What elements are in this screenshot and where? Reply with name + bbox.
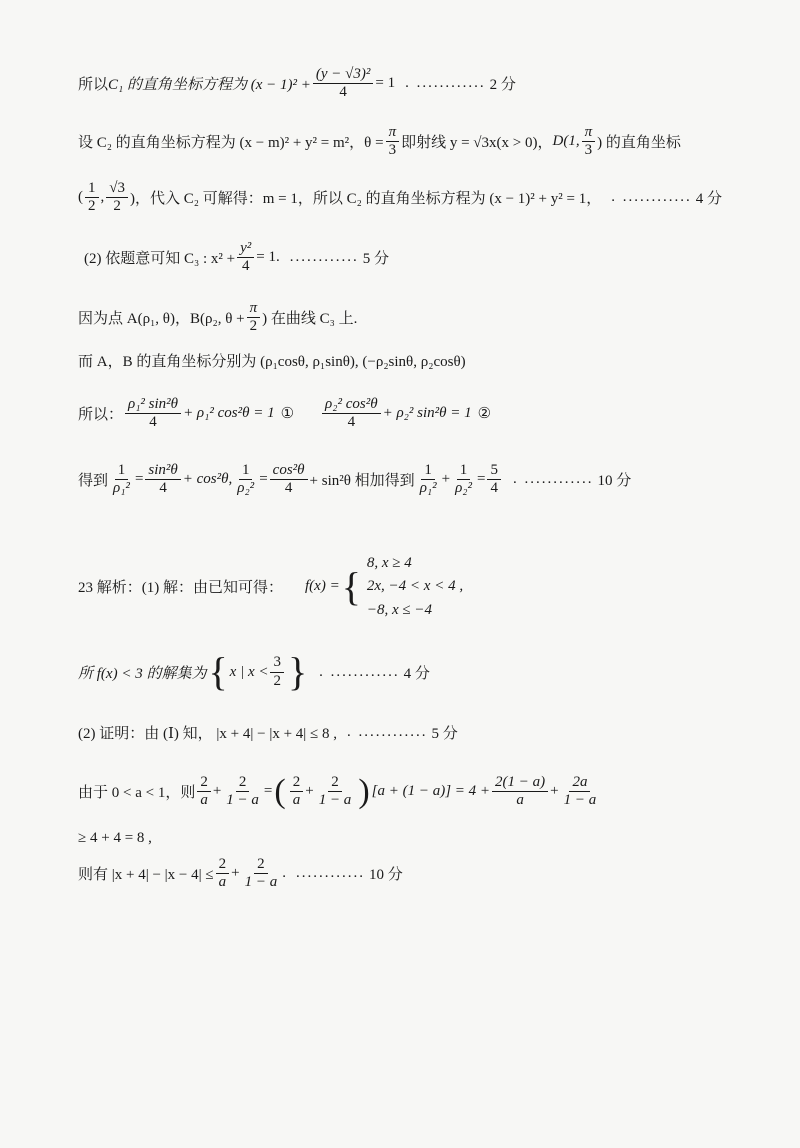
paren: ( (274, 772, 286, 810)
text: ≥ 4 + 4 = 8 , (78, 830, 152, 846)
text: ) 的直角坐标 (597, 135, 681, 152)
numerator: ρ₁² sin²θ (125, 396, 181, 414)
leader-dots: ............ (289, 249, 359, 266)
numerator: π (582, 124, 596, 142)
fraction (106, 180, 128, 216)
fraction (487, 462, 501, 498)
line-sum-result (78, 462, 631, 498)
math: + (550, 783, 559, 800)
numerator: 1 (85, 180, 99, 198)
numerator: 2 (254, 856, 268, 874)
denominator: ρ₂² (455, 480, 472, 497)
numerator: 2 (328, 774, 342, 792)
numerator: √3 (106, 180, 128, 198)
line-c2-result (78, 180, 722, 216)
text: ) 在曲线 C₃ 上. (262, 311, 358, 328)
text: 得到 (78, 473, 109, 490)
numerator: sin²θ (145, 462, 180, 480)
numerator: 5 (487, 462, 501, 480)
text: + sin²θ 相加得到 (309, 473, 415, 490)
line-inequality-expansion (78, 774, 601, 810)
line-bound (78, 830, 152, 847)
equation-marker: ② (477, 406, 492, 423)
math: + (212, 783, 222, 800)
fraction (110, 462, 133, 498)
leader-dots: . ............ (512, 471, 594, 488)
fraction (492, 774, 548, 810)
line-c1-equation (78, 66, 516, 102)
numerator: 2a (569, 774, 590, 792)
score-label: 4 分 (695, 191, 722, 208)
line-solution-set (78, 649, 430, 694)
denominator: 2 (249, 318, 258, 335)
denominator: ρ₁² (419, 480, 437, 497)
fraction (386, 124, 400, 160)
text: 设 C₂ 的直角坐标方程为 (x − m)² + y² = m²，θ = (78, 135, 384, 152)
numerator: 1 (421, 462, 435, 480)
numerator: π (386, 124, 400, 142)
denominator: 4 (159, 480, 167, 497)
score-label: 10 分 (368, 867, 403, 884)
fraction (561, 774, 600, 810)
fraction (247, 300, 261, 336)
paren: ) (358, 772, 370, 810)
equation-marker: ① (280, 406, 295, 423)
fraction (270, 462, 308, 498)
fraction (322, 396, 381, 432)
line-conclusion (78, 856, 403, 892)
numerator: 2(1 − a) (492, 774, 548, 792)
numerator: 2 (216, 856, 230, 874)
math: D(1, (552, 133, 580, 150)
math: + cos²θ, (182, 471, 233, 488)
denominator: 1 − a (244, 874, 278, 891)
numerator: 1 (239, 462, 253, 480)
denominator: 3 (584, 142, 593, 159)
denominator: a (200, 792, 208, 809)
numerator: (y − √3)² (313, 66, 374, 84)
fraction (234, 462, 257, 498)
leader-dots: . ............ (319, 663, 400, 680)
score-label: 2 分 (489, 77, 516, 94)
denominator: 4 (149, 414, 157, 431)
denominator: ρ₁² (113, 480, 130, 497)
text: (2) 依题意可知 C₃ : x² + (84, 251, 236, 268)
math: = 1 (375, 75, 396, 92)
math: = (259, 471, 268, 488)
text: 而 A，B 的直角坐标分别为 (ρ₁cosθ, ρ₁sinθ), (−ρ₂sinθ, ρ₂cosθ) (78, 354, 466, 370)
line-c3-equation (84, 240, 389, 276)
denominator: 1 − a (226, 792, 259, 809)
case: −8, x ≤ −4 (366, 601, 433, 618)
fraction (417, 462, 440, 498)
fraction (197, 774, 211, 810)
text: 由于 0 < a < 1，则 (78, 785, 196, 802)
denominator: 1 − a (563, 792, 597, 809)
math: , (100, 189, 105, 206)
text: 所以 (78, 77, 109, 94)
line-proof-start (78, 722, 458, 743)
text: 即射线 y = √3x(x > 0)， (401, 135, 553, 152)
set-brace-close: } (287, 649, 308, 694)
denominator: 2 (273, 672, 281, 689)
text: 所 f(x) < 3 的解集为 (78, 665, 207, 682)
fraction (582, 124, 596, 160)
math: + ρ₁² cos²θ = 1 (183, 405, 275, 422)
text: 所以： (78, 407, 124, 424)
text: 则有 |x + 4| − |x − 4| ≤ (78, 867, 214, 884)
fraction (316, 774, 355, 810)
math: ( (78, 189, 83, 206)
numerator: 1 (457, 462, 471, 480)
math: + ρ₂² sin²θ = 1 (382, 405, 472, 422)
line-23-piecewise (78, 552, 463, 622)
piecewise-cases (367, 552, 463, 622)
set-brace-open: { (208, 649, 228, 694)
math: . (282, 865, 286, 882)
math: + (231, 865, 240, 882)
score-label: 5 分 (362, 251, 389, 268)
fraction (216, 856, 230, 892)
line-c2-setup (78, 124, 681, 160)
leader-dots: . ............ (405, 75, 486, 92)
math: + (305, 783, 314, 800)
numerator: π (247, 300, 261, 318)
fraction (313, 66, 374, 102)
fraction (237, 240, 254, 276)
denominator: 3 (388, 142, 397, 159)
math: + (441, 471, 451, 488)
denominator: 2 (88, 198, 96, 215)
denominator: 1 − a (318, 792, 352, 809)
case: 2x, −4 < x < 4 , (366, 578, 464, 595)
numerator: cos²θ (270, 462, 308, 480)
fraction (125, 396, 181, 432)
numerator: y² (237, 240, 254, 258)
score-label: 10 分 (597, 473, 632, 490)
score-label: 4 分 (403, 665, 430, 682)
numerator: 2 (197, 774, 211, 792)
fraction (452, 462, 475, 498)
score-label: 5 分 (431, 726, 458, 742)
math: = 1. (256, 249, 280, 266)
numerator: 1 (115, 462, 129, 480)
fraction (223, 774, 262, 810)
fraction (270, 654, 284, 690)
denominator: ρ₂² (237, 480, 255, 497)
left-brace: { (341, 563, 361, 609)
numerator: ρ₂² cos²θ (322, 396, 381, 414)
math: f(x) = (305, 578, 340, 595)
numerator: 3 (270, 654, 284, 672)
math: [a + (1 − a)] = 4 + (371, 783, 491, 800)
text: (2) 证明：由 (Ⅰ) 知， |x + 4| − |x + 4| ≤ 8 , (78, 726, 338, 742)
line-equations-1-2 (78, 396, 491, 432)
leader-dots: . ............ (611, 189, 692, 206)
denominator: a (516, 792, 524, 809)
text: 23 解析：(1) 解：由已知可得： (78, 580, 283, 597)
denominator: a (292, 792, 301, 809)
fraction (290, 774, 304, 810)
math: = (134, 471, 144, 488)
denominator: 4 (339, 84, 347, 101)
denominator: 4 (490, 480, 498, 497)
text: 因为点 A(ρ₁, θ)，B(ρ₂, θ + (78, 311, 245, 328)
denominator: 4 (347, 414, 356, 431)
denominator: a (218, 874, 227, 891)
math: = (263, 783, 273, 800)
denominator: 4 (241, 258, 250, 275)
line-points-on-curve (78, 300, 357, 336)
denominator: 2 (113, 198, 121, 215)
fraction (145, 462, 180, 498)
fraction (242, 856, 281, 892)
math: C₁ 的直角坐标方程为 (x − 1)² + (108, 77, 311, 94)
numerator: 2 (290, 774, 304, 792)
fraction (85, 180, 99, 216)
text: )，代入 C₂ 可解得：m = 1，所以 C₂ 的直角坐标方程为 (x − 1)² + y² = 1， (129, 191, 602, 208)
leader-dots: ............ (295, 865, 365, 882)
numerator: 2 (236, 774, 250, 792)
leader-dots: . ............ (347, 724, 428, 740)
case: 8, x ≥ 4 (366, 555, 412, 571)
math: x | x < (229, 663, 269, 680)
denominator: 4 (284, 480, 293, 497)
line-cartesian-coords (78, 350, 466, 371)
math: = (477, 471, 486, 488)
